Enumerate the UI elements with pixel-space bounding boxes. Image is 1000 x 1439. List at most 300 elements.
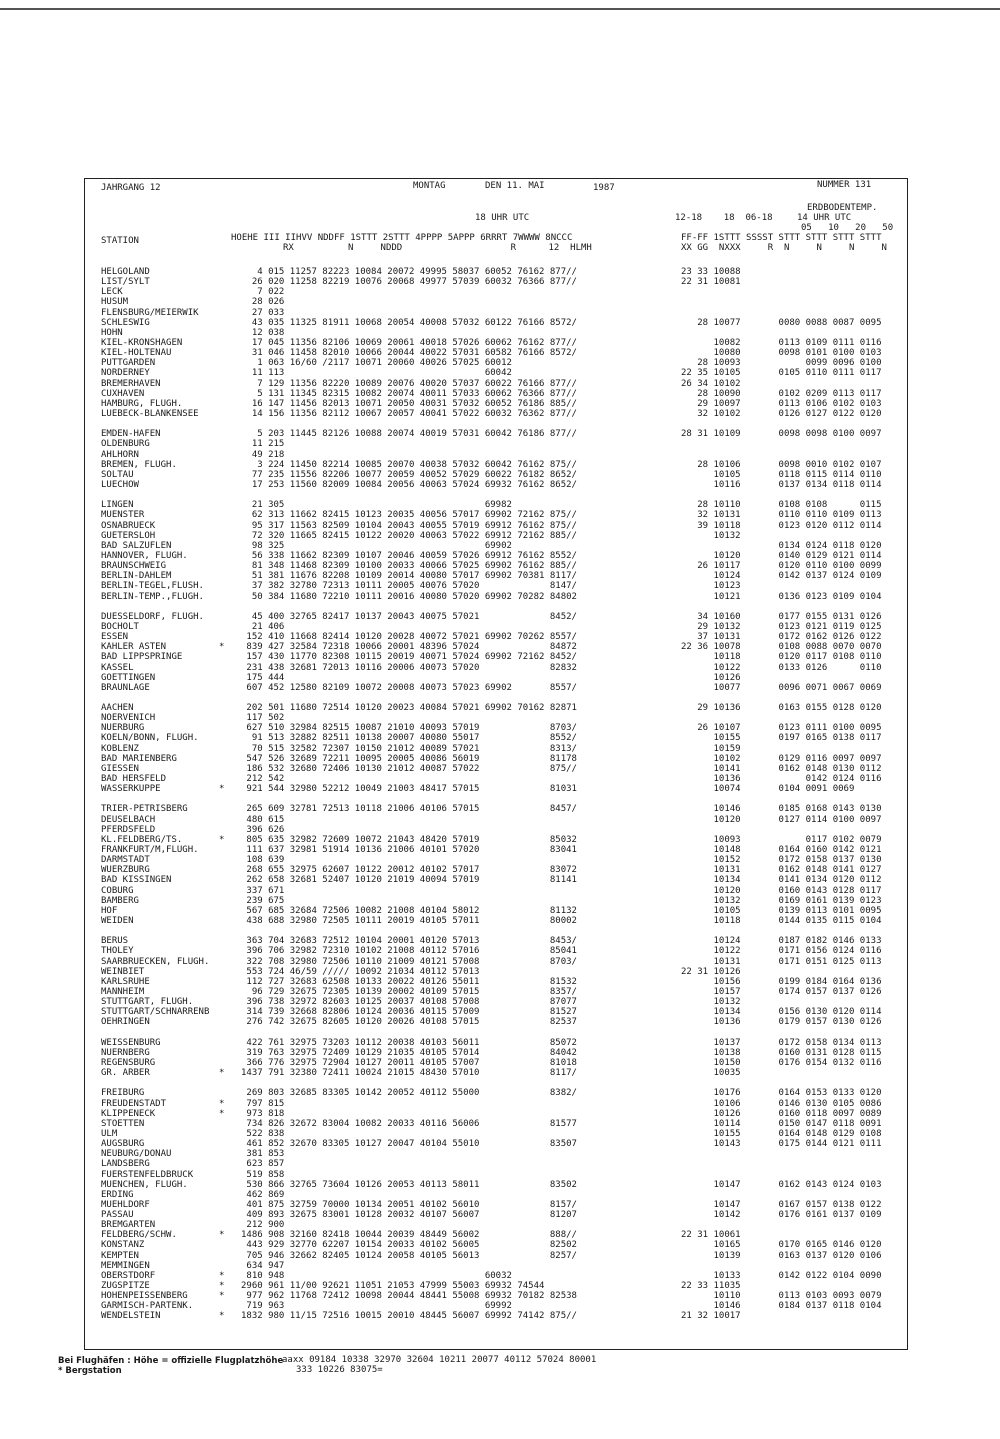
temperature-codes: 10124 0142 0137 0124 0109 xyxy=(681,571,882,582)
temperature-codes: 10126 xyxy=(681,672,741,683)
station-name: DEUSELBACH xyxy=(101,814,156,825)
station-name: PFERDSFELD xyxy=(101,824,156,835)
temperature-codes: 10159 xyxy=(681,743,741,754)
observation-codes: 314 739 32668 82806 10124 20036 40115 57009 81527 xyxy=(241,1007,577,1018)
mountain-marker: * xyxy=(219,1281,225,1291)
station-name: HANNOVER, FLUGH. xyxy=(101,550,188,561)
temperature-codes: 10120 0160 0143 0128 0117 xyxy=(681,885,882,896)
observation-codes: 26 020 11258 82219 10076 20068 49977 57039 60032 76366 877// xyxy=(241,277,577,288)
station-name: FELDBERG/SCHW. xyxy=(101,1230,177,1241)
station-column-header: STATION xyxy=(101,236,139,246)
observation-codes: 49 218 xyxy=(241,449,285,460)
observation-codes: 409 893 32675 83001 10128 20032 40107 56007 81207 xyxy=(241,1210,577,1220)
station-name: LANDSBERG xyxy=(101,1159,150,1170)
temperature-codes: 22 31 10126 xyxy=(681,966,741,977)
footnote-mountain-station: * Bergstation xyxy=(58,1366,122,1376)
temperature-codes: 10126 0160 0118 0097 0089 xyxy=(681,1108,882,1119)
temperature-codes: 22 31 10081 xyxy=(681,277,741,288)
nummer-label: NUMMER 131 xyxy=(817,180,872,190)
station-name: BRAUNLAGE xyxy=(101,682,150,693)
observation-codes: 21 305 69982 xyxy=(241,500,512,511)
temperature-codes: 10165 0170 0165 0146 0120 xyxy=(681,1240,882,1251)
depths-heading: 05 10 20 50 xyxy=(801,223,894,233)
temperature-codes: 10116 0137 0134 0118 0114 xyxy=(681,479,882,490)
station-name: GIESSEN xyxy=(101,763,139,774)
station-name: WUERZBURG xyxy=(101,865,150,876)
mountain-marker: * xyxy=(219,784,225,795)
observation-codes: 519 858 xyxy=(241,1169,285,1180)
temperature-codes: 29 10136 0163 0155 0128 0120 xyxy=(681,703,882,713)
station-name: BERLIN-DAHLEM xyxy=(101,571,172,582)
station-name: HUSUM xyxy=(101,297,129,308)
observation-codes: 28 026 xyxy=(241,297,285,308)
observation-codes: 117 502 xyxy=(241,713,285,724)
station-name: PASSAU xyxy=(101,1210,134,1220)
station-name: FRANKFURT/M,FLUGH. xyxy=(101,845,199,855)
temperature-codes: 26 10107 0123 0111 0100 0095 xyxy=(681,723,882,734)
bulletin-sheet xyxy=(84,178,908,1350)
temperature-codes: 10035 xyxy=(681,1068,741,1079)
observation-codes: 1486 908 32160 82418 10044 20039 48449 56002 888// xyxy=(241,1230,577,1241)
observation-codes: 50 384 11680 72210 10111 20016 40080 57020 69902 70282 84802 xyxy=(241,591,577,602)
observation-codes: 51 381 11676 82208 10109 20014 40080 57017 69902 70381 8117/ xyxy=(241,571,577,582)
temperature-codes: 28 10090 0102 0209 0113 0117 xyxy=(681,388,882,399)
observation-codes: 1832 980 11/15 72516 10015 20010 48445 56007 69992 74142 875// xyxy=(241,1311,577,1322)
observation-codes: 319 763 32975 72409 10129 21035 40105 57014 84042 xyxy=(241,1047,577,1058)
station-name: OBERSTDORF xyxy=(101,1270,156,1281)
station-name: FREIBURG xyxy=(101,1088,145,1099)
observation-codes: 480 615 xyxy=(241,814,285,825)
station-name: BREMGARTEN xyxy=(101,1220,156,1231)
station-name: BAD MARIENBERG xyxy=(101,753,177,764)
temperature-codes: 39 10118 0123 0120 0112 0114 xyxy=(681,520,882,531)
station-name: LUEBECK-BLANKENSEE xyxy=(101,409,199,419)
observation-codes: 337 671 xyxy=(241,885,285,896)
observation-codes: 111 637 32981 51914 10136 21006 40101 57020 83041 xyxy=(241,845,577,855)
temperature-codes: 26 34 10102 xyxy=(681,378,741,389)
station-name: KL.FELDBERG/TS. xyxy=(101,834,183,845)
station-name: SCHLESWIG xyxy=(101,317,150,328)
station-name: DUESSELDORF, FLUGH. xyxy=(101,611,204,622)
observation-codes: 265 609 32781 72513 10118 21006 40106 57015 8457/ xyxy=(241,804,577,815)
temperature-codes: 10138 0160 0131 0128 0115 xyxy=(681,1047,882,1058)
station-name: BAD HERSFELD xyxy=(101,774,167,784)
observation-codes: 12 038 xyxy=(241,327,285,338)
temperature-codes: 10118 0144 0135 0115 0104 xyxy=(681,916,882,926)
station-name: WEINBIET xyxy=(101,966,145,977)
temperature-codes: 10114 0150 0147 0118 0091 xyxy=(681,1118,882,1129)
station-name: OEHRINGEN xyxy=(101,1017,150,1028)
observation-codes: 21 406 xyxy=(241,621,285,632)
column-codes-row1: HOEHE III IIHVV NDDFF 1STTT 2STTT 4PPPP 5APPP 6RRRT 7WWWW 8NCCC xyxy=(231,233,573,243)
observation-codes: 37 382 32780 72313 10111 20005 40076 57020 8147/ xyxy=(241,581,577,592)
observation-codes: 734 826 32672 83004 10082 20033 40116 56006 81577 xyxy=(241,1118,577,1129)
station-name: DARMSTADT xyxy=(101,855,150,866)
mountain-marker: * xyxy=(219,1230,225,1241)
observation-codes: 422 761 32975 73203 10112 20038 40103 56011 85072 xyxy=(241,1037,577,1048)
observation-codes: 322 708 32980 72506 10110 21009 40121 57008 8703/ xyxy=(241,956,577,967)
temperature-codes: 10141 0162 0148 0130 0112 xyxy=(681,763,882,774)
observation-codes: 11 113 60042 xyxy=(241,368,512,379)
temperature-codes: 10139 0163 0137 0120 0106 xyxy=(681,1250,882,1261)
observation-codes: 805 635 32982 72609 10072 21043 48420 57019 85032 xyxy=(241,834,577,845)
mountain-marker: * xyxy=(219,1068,225,1079)
observation-codes: 443 929 32770 62207 10154 20033 40102 56005 82502 xyxy=(241,1240,577,1251)
station-name: NUERBURG xyxy=(101,723,145,734)
observation-codes: 797 815 xyxy=(241,1098,285,1109)
station-name: BAD KISSINGEN xyxy=(101,875,172,886)
column-codes-row2: RX N NDDD R 12 HLMH xyxy=(283,243,592,253)
temperature-codes: 10082 0113 0109 0111 0116 xyxy=(681,338,882,348)
observation-codes: 31 046 11458 82010 10066 20044 40022 57031 60582 76166 8572/ xyxy=(241,348,577,359)
temperature-codes: 10176 0164 0153 0133 0120 xyxy=(681,1088,882,1099)
top-rule xyxy=(0,8,1000,10)
temperature-codes: 10105 0118 0115 0114 0110 xyxy=(681,469,882,480)
observation-codes: 567 685 32684 72506 10082 21008 40104 58012 81132 xyxy=(241,905,577,916)
temperature-codes: 10147 0162 0143 0124 0103 xyxy=(681,1179,882,1190)
observation-codes: 212 542 xyxy=(241,774,285,784)
station-name: FUERSTENFELDBRUCK xyxy=(101,1169,194,1180)
station-name: BRAUNSCHWEIG xyxy=(101,561,167,572)
right-codes-row2: XX GG NXXX R N N N N xyxy=(681,243,887,253)
station-name: BERLIN-TEMP.,FLUGH. xyxy=(101,591,204,602)
temperature-codes: 22 31 10061 xyxy=(681,1230,741,1241)
observation-codes: 5 131 11345 82315 10082 20074 40011 57033 60062 76366 877// xyxy=(241,388,577,399)
station-name: MUENSTER xyxy=(101,510,145,521)
observation-codes: 269 803 32685 83305 10142 20052 40112 55000 8382/ xyxy=(241,1088,577,1099)
observation-codes: 810 948 60032 xyxy=(241,1270,512,1281)
observation-codes: 276 742 32675 82605 10120 20026 40108 57015 82537 xyxy=(241,1017,577,1028)
observation-codes: 839 427 32584 72318 10066 20001 48396 57024 84872 xyxy=(241,642,577,653)
temperature-codes: 10121 0136 0123 0109 0104 xyxy=(681,591,882,602)
temperature-codes: 32 10102 0126 0127 0122 0120 xyxy=(681,409,882,419)
station-name: KEMPTEN xyxy=(101,1250,139,1261)
temperature-codes: 28 10093 0099 0096 0100 xyxy=(681,358,882,369)
temperature-codes: 10137 0172 0158 0134 0113 xyxy=(681,1037,882,1048)
station-name: BOCHOLT xyxy=(101,621,139,632)
observation-codes: 112 727 32683 62508 10133 20022 40126 55011 81532 xyxy=(241,976,577,987)
station-name: MUENCHEN, FLUGH. xyxy=(101,1179,188,1190)
temperature-codes: 10124 0187 0182 0146 0133 xyxy=(681,936,882,947)
observation-codes: 719 963 69992 xyxy=(241,1301,512,1312)
observation-codes: 96 729 32675 72305 10139 20002 40109 57015 8357/ xyxy=(241,986,577,997)
temperature-codes: 10132 0169 0161 0139 0123 xyxy=(681,895,882,906)
station-name: HOHN xyxy=(101,327,123,338)
station-name: GUETERSLOH xyxy=(101,530,156,541)
temperature-codes: 0134 0124 0118 0120 xyxy=(681,540,882,551)
day-label: MONTAG xyxy=(413,181,446,191)
footnote-airports: Bei Flughäfen : Höhe = offizielle Flugplatzhöhe xyxy=(58,1356,284,1366)
observation-codes: 27 033 xyxy=(241,307,285,318)
station-name: KAHLER ASTEN xyxy=(101,642,167,653)
station-name: KONSTANZ xyxy=(101,1240,145,1251)
station-name: NEUBURG/DONAU xyxy=(101,1149,172,1160)
station-name: HELGOLAND xyxy=(101,267,150,277)
observation-codes: 530 866 32765 73604 10126 20053 40113 58011 83502 xyxy=(241,1179,577,1190)
observation-codes: 262 658 32681 52407 10120 21019 40094 57019 81141 xyxy=(241,875,577,886)
temperature-codes: 21 32 10017 xyxy=(681,1311,741,1322)
temperature-codes: 10110 0113 0103 0093 0079 xyxy=(681,1291,882,1302)
observation-codes: 231 438 32681 72013 10116 20006 40073 57020 82832 xyxy=(241,662,577,673)
observation-codes: 17 045 11356 82106 10069 20061 40018 57026 60062 76162 877// xyxy=(241,338,577,348)
station-name: BAD LIPPSPRINGE xyxy=(101,652,183,663)
observation-codes: 401 875 32759 70000 10134 20051 40102 56010 8157/ xyxy=(241,1199,577,1210)
station-name: NOERVENICH xyxy=(101,713,156,724)
observation-codes: 70 515 32582 72307 10150 21012 40089 57021 8313/ xyxy=(241,743,577,754)
observation-codes: 62 313 11662 82415 10123 20035 40056 57017 69902 72162 875// xyxy=(241,510,577,521)
station-name: KIEL-KRONSHAGEN xyxy=(101,338,183,348)
observation-codes: 607 452 12580 82109 10072 20008 40073 57023 69902 8557/ xyxy=(241,682,577,693)
observation-codes: 627 510 32984 82515 10087 21010 40093 57019 8703/ xyxy=(241,723,577,734)
temperature-codes: 28 31 10109 0098 0098 0100 0097 xyxy=(681,429,882,440)
observation-codes: 4 015 11257 82223 10084 20072 49995 58037 60052 76162 877// xyxy=(241,267,577,277)
temperature-codes: 10148 0164 0160 0142 0121 xyxy=(681,845,882,855)
observation-codes: 152 410 11668 82414 10120 20028 40072 57021 69902 70262 8557/ xyxy=(241,632,577,642)
observation-codes: 977 962 11768 72412 10098 20044 48441 55008 69932 70182 82538 xyxy=(241,1291,577,1302)
temperature-codes: 29 10132 0123 0121 0119 0125 xyxy=(681,621,882,632)
station-name: HOF xyxy=(101,905,118,916)
mountain-marker: * xyxy=(219,1291,225,1302)
synop-code-line1: aaxx 09184 10338 32970 32604 10211 20077 40112 57024 80001 xyxy=(282,1355,597,1365)
temperature-codes: 26 10117 0120 0110 0100 0099 xyxy=(681,561,882,572)
temperature-codes: 10132 xyxy=(681,530,741,541)
temperature-codes: 10157 0174 0157 0137 0126 xyxy=(681,986,882,997)
temperature-codes: 10155 0197 0165 0138 0117 xyxy=(681,733,882,744)
observation-codes: 381 853 xyxy=(241,1149,285,1160)
mountain-marker: * xyxy=(219,1270,225,1281)
mountain-marker: * xyxy=(219,1098,225,1109)
station-name: STOETTEN xyxy=(101,1118,145,1129)
station-name: WENDELSTEIN xyxy=(101,1311,161,1322)
temperature-codes: 10134 0141 0134 0120 0112 xyxy=(681,875,882,886)
observation-codes: 14 156 11356 82112 10067 20057 40041 57022 60032 76362 877// xyxy=(241,409,577,419)
temperature-codes: 10142 0176 0161 0137 0109 xyxy=(681,1210,882,1220)
temperature-codes: 10136 0179 0157 0130 0126 xyxy=(681,1017,882,1028)
observation-codes: 396 706 32982 72310 10102 21008 40112 57016 85041 xyxy=(241,946,577,957)
temperature-codes: 28 10110 0108 0108 0115 xyxy=(681,500,882,511)
mountain-marker: * xyxy=(219,642,225,653)
temperature-codes: 29 10097 0113 0106 0102 0103 xyxy=(681,398,882,409)
station-name: BREMEN, FLUGH. xyxy=(101,459,177,470)
temperature-codes: 10074 0104 0091 0069 xyxy=(681,784,855,795)
station-name: GR. ARBER xyxy=(101,1068,150,1079)
station-name: BAD SALZUFLEN xyxy=(101,540,172,551)
station-name: AACHEN xyxy=(101,703,134,713)
observation-codes: 438 688 32980 72505 10111 20019 40105 57011 80002 xyxy=(241,916,577,926)
erdboden-heading: ERDBODENTEMP. xyxy=(807,203,878,213)
station-name: HOHENPEISSENBERG xyxy=(101,1291,188,1302)
station-name: HAMBURG, FLUGH. xyxy=(101,398,183,409)
temperature-codes: 22 36 10078 0108 0088 0070 0070 xyxy=(681,642,882,653)
observation-codes: 239 675 xyxy=(241,895,285,906)
observation-codes: 462 869 xyxy=(241,1189,285,1200)
temperature-codes: 10118 0120 0117 0108 0110 xyxy=(681,652,882,663)
observation-codes: 396 626 xyxy=(241,824,285,835)
temperature-codes: 10105 0139 0113 0101 0095 xyxy=(681,905,882,916)
station-name: BAMBERG xyxy=(101,895,139,906)
temperature-codes: 10122 0171 0156 0124 0116 xyxy=(681,946,882,957)
temperature-codes: 10123 xyxy=(681,581,741,592)
observation-codes: 186 532 32680 72406 10130 21012 40087 57022 875// xyxy=(241,763,577,774)
station-name: EMDEN-HAFEN xyxy=(101,429,161,440)
observation-codes: 202 501 11680 72514 10120 20023 40084 57021 69902 70162 82871 xyxy=(241,703,577,713)
station-name: SAARBRUECKEN, FLUGH. xyxy=(101,956,210,967)
observation-codes: 268 655 32975 62607 10122 20012 40102 57017 83072 xyxy=(241,865,577,876)
station-name: GOETTINGEN xyxy=(101,672,156,683)
temperature-codes: 22 35 10105 0105 0110 0111 0117 xyxy=(681,368,882,379)
station-name: LUECHOW xyxy=(101,479,139,490)
temperature-codes: 10120 0127 0114 0100 0097 xyxy=(681,814,882,825)
observation-codes: 11 215 xyxy=(241,439,285,450)
observation-codes: 522 838 xyxy=(241,1128,285,1139)
temperature-codes: 10131 0162 0148 0141 0127 xyxy=(681,865,882,876)
right-times-heading: 12-18 18 06-18 xyxy=(675,213,773,223)
temperature-codes: 10080 0098 0101 0100 0103 xyxy=(681,348,882,359)
station-name: WEISSENBURG xyxy=(101,1037,161,1048)
station-name: NUERNBERG xyxy=(101,1047,150,1058)
mountain-marker: * xyxy=(219,1311,225,1322)
observation-codes: 17 253 11560 82009 10084 20056 40063 57024 69932 76162 8652/ xyxy=(241,479,577,490)
observation-codes: 396 738 32972 82603 10125 20037 40108 57008 87077 xyxy=(241,997,577,1008)
temperature-codes: 10120 0140 0129 0121 0114 xyxy=(681,550,882,561)
temperature-codes: 10102 0129 0116 0097 0097 xyxy=(681,753,882,764)
date-label: DEN 11. MAI xyxy=(485,181,545,191)
station-name: STUTTGART, FLUGH. xyxy=(101,997,194,1008)
temperature-codes: 10131 0171 0151 0125 0113 xyxy=(681,956,882,967)
station-name: FLENSBURG/MEIERWIK xyxy=(101,307,199,318)
station-name: MANNHEIM xyxy=(101,986,145,997)
station-name: OLDENBURG xyxy=(101,439,150,450)
observation-codes: 363 704 32683 72512 10104 20001 40120 57013 8453/ xyxy=(241,936,577,947)
temperature-codes: 10132 xyxy=(681,997,741,1008)
temperature-codes: 28 10077 0080 0088 0087 0095 xyxy=(681,317,882,328)
station-name: KARLSRUHE xyxy=(101,976,150,987)
observation-codes: 72 320 11665 82415 10122 20020 40063 57022 69912 72162 885// xyxy=(241,530,577,541)
mountain-marker: * xyxy=(219,1108,225,1119)
station-name: FREUDENSTADT xyxy=(101,1098,167,1109)
temperature-codes: 10146 0184 0137 0118 0104 xyxy=(681,1301,882,1312)
observation-codes: 16 147 11456 82013 10071 20050 40031 57032 60052 76186 885// xyxy=(241,398,577,409)
temperature-codes: 10134 0156 0130 0120 0114 xyxy=(681,1007,882,1018)
station-name: NORDERNEY xyxy=(101,368,150,379)
station-name: KOELN/BONN, FLUGH. xyxy=(101,733,199,744)
mountain-marker: * xyxy=(219,834,225,845)
utc18-heading: 18 UHR UTC xyxy=(475,213,530,223)
temperature-codes: 10155 0164 0148 0129 0108 xyxy=(681,1128,882,1139)
station-name: BREMERHAVEN xyxy=(101,378,161,389)
station-name: MEMMINGEN xyxy=(101,1260,150,1271)
observation-codes: 77 235 11556 82206 10077 20059 40052 57029 60022 76182 8652/ xyxy=(241,469,577,480)
station-name: CUXHAVEN xyxy=(101,388,145,399)
temperature-codes: 10156 0199 0184 0164 0136 xyxy=(681,976,882,987)
observation-codes: 3 224 11450 82214 10085 20070 40038 57032 60042 76162 875// xyxy=(241,459,577,470)
observation-codes: 2960 961 11/00 92621 11051 21053 47999 55003 69932 74544 xyxy=(241,1281,545,1291)
temperature-codes: 10093 0117 0102 0079 xyxy=(681,834,882,845)
temperature-codes: 37 10131 0172 0162 0126 0122 xyxy=(681,632,882,642)
jahrgang-label: JAHRGANG 12 xyxy=(101,183,161,193)
observation-codes: 547 526 32689 72211 10095 20005 40086 56019 81178 xyxy=(241,753,577,764)
temperature-codes: 10147 0167 0157 0138 0122 xyxy=(681,1199,882,1210)
observation-codes: 973 818 xyxy=(241,1108,285,1119)
observation-codes: 5 203 11445 82126 10088 20074 40019 57031 60042 76186 877// xyxy=(241,429,577,440)
station-name: TRIER-PETRISBERG xyxy=(101,804,188,815)
observation-codes: 623 857 xyxy=(241,1159,285,1170)
year-label: 1987 xyxy=(593,183,615,193)
observation-codes: 921 544 32980 52212 10049 21003 48417 57015 81031 xyxy=(241,784,577,795)
observation-codes: 7 022 xyxy=(241,287,285,298)
temperature-codes: 10150 0176 0154 0132 0116 xyxy=(681,1057,882,1068)
station-name: KIEL-HOLTENAU xyxy=(101,348,172,359)
temperature-codes: 34 10160 0177 0155 0131 0126 xyxy=(681,611,882,622)
observation-codes: 1437 791 32380 72411 10024 21015 48430 57010 8117/ xyxy=(241,1068,577,1079)
station-name: KASSEL xyxy=(101,662,134,673)
station-name: LINGEN xyxy=(101,500,134,511)
station-name: MUEHLDORF xyxy=(101,1199,150,1210)
observation-codes: 461 852 32670 83305 10127 20047 40104 55010 83507 xyxy=(241,1139,577,1149)
temperature-codes: 10106 0146 0130 0105 0086 xyxy=(681,1098,882,1109)
right-codes-row1: FF-FF 1STTT SSSST STTT STTT STTT STTT xyxy=(681,233,882,243)
station-name: PUTTGARDEN xyxy=(101,358,156,369)
uhr14-heading: 14 UHR UTC xyxy=(797,213,852,223)
station-name: BERLIN-TEGEL,FLUSH. xyxy=(101,581,204,592)
station-name: AHLHORN xyxy=(101,449,139,460)
observation-codes: 108 639 xyxy=(241,855,285,866)
station-name: ZUGSPITZE xyxy=(101,1281,150,1291)
station-name: THOLEY xyxy=(101,946,134,957)
observation-codes: 634 947 xyxy=(241,1260,285,1271)
station-name: AUGSBURG xyxy=(101,1139,145,1149)
observation-codes: 366 776 32975 72904 10127 20011 40105 57007 81018 xyxy=(241,1057,577,1068)
observation-codes: 212 900 xyxy=(241,1220,285,1231)
temperature-codes: 23 33 10088 xyxy=(681,267,741,277)
temperature-codes: 10136 0142 0124 0116 xyxy=(681,774,882,784)
station-name: COBURG xyxy=(101,885,134,896)
observation-codes: 81 348 11468 82309 10100 20033 40066 57025 69902 76162 885// xyxy=(241,561,577,572)
observation-codes: 95 317 11563 82509 10104 20043 40055 57019 69912 76162 875// xyxy=(241,520,577,531)
observation-codes: 7 129 11356 82220 10089 20076 40020 57037 60022 76166 877// xyxy=(241,378,577,389)
station-name: WASSERKUPPE xyxy=(101,784,161,795)
observation-codes: 157 430 11770 82308 10115 20019 40071 57024 69902 72162 8452/ xyxy=(241,652,577,663)
observation-codes: 705 946 32662 82405 10124 20058 40105 56013 8257/ xyxy=(241,1250,577,1261)
station-name: KLIPPENECK xyxy=(101,1108,156,1119)
observation-codes: 1 063 16/60 /2117 10071 20060 40026 57025 60012 xyxy=(241,358,512,369)
station-name: KOBLENZ xyxy=(101,743,139,754)
station-name: STUTTGART/SCHNARRENB xyxy=(101,1007,210,1018)
temperature-codes: 10077 0096 0071 0067 0069 xyxy=(681,682,882,693)
station-name: ULM xyxy=(101,1128,118,1139)
temperature-codes: 32 10131 0110 0110 0109 0113 xyxy=(681,510,882,521)
station-name: OSNABRUECK xyxy=(101,520,156,531)
temperature-codes: 10133 0142 0122 0104 0090 xyxy=(681,1270,882,1281)
station-name: SOLTAU xyxy=(101,469,134,480)
station-name: GARMISCH-PARTENK. xyxy=(101,1301,194,1312)
station-name: LIST/SYLT xyxy=(101,277,150,288)
observation-codes: 43 035 11325 81911 10068 20054 40008 57032 60122 76166 8572/ xyxy=(241,317,577,328)
observation-codes: 45 400 32765 82417 10137 20043 40075 57021 8452/ xyxy=(241,611,577,622)
station-name: LECK xyxy=(101,287,123,298)
temperature-codes: 10143 0175 0144 0121 0111 xyxy=(681,1139,882,1149)
observation-codes: 98 325 69902 xyxy=(241,540,512,551)
observation-codes: 175 444 xyxy=(241,672,285,683)
temperature-codes: 10152 0172 0158 0137 0130 xyxy=(681,855,882,866)
station-name: WEIDEN xyxy=(101,916,134,926)
temperature-codes: 22 33 11035 xyxy=(681,1281,741,1291)
station-name: ESSEN xyxy=(101,632,129,642)
observation-codes: 91 513 32882 82511 10138 20007 40080 55017 8552/ xyxy=(241,733,577,744)
temperature-codes: 10146 0185 0168 0143 0130 xyxy=(681,804,882,815)
synop-code-line2: 333 10226 83075= xyxy=(296,1365,383,1375)
station-name: ERDING xyxy=(101,1189,134,1200)
